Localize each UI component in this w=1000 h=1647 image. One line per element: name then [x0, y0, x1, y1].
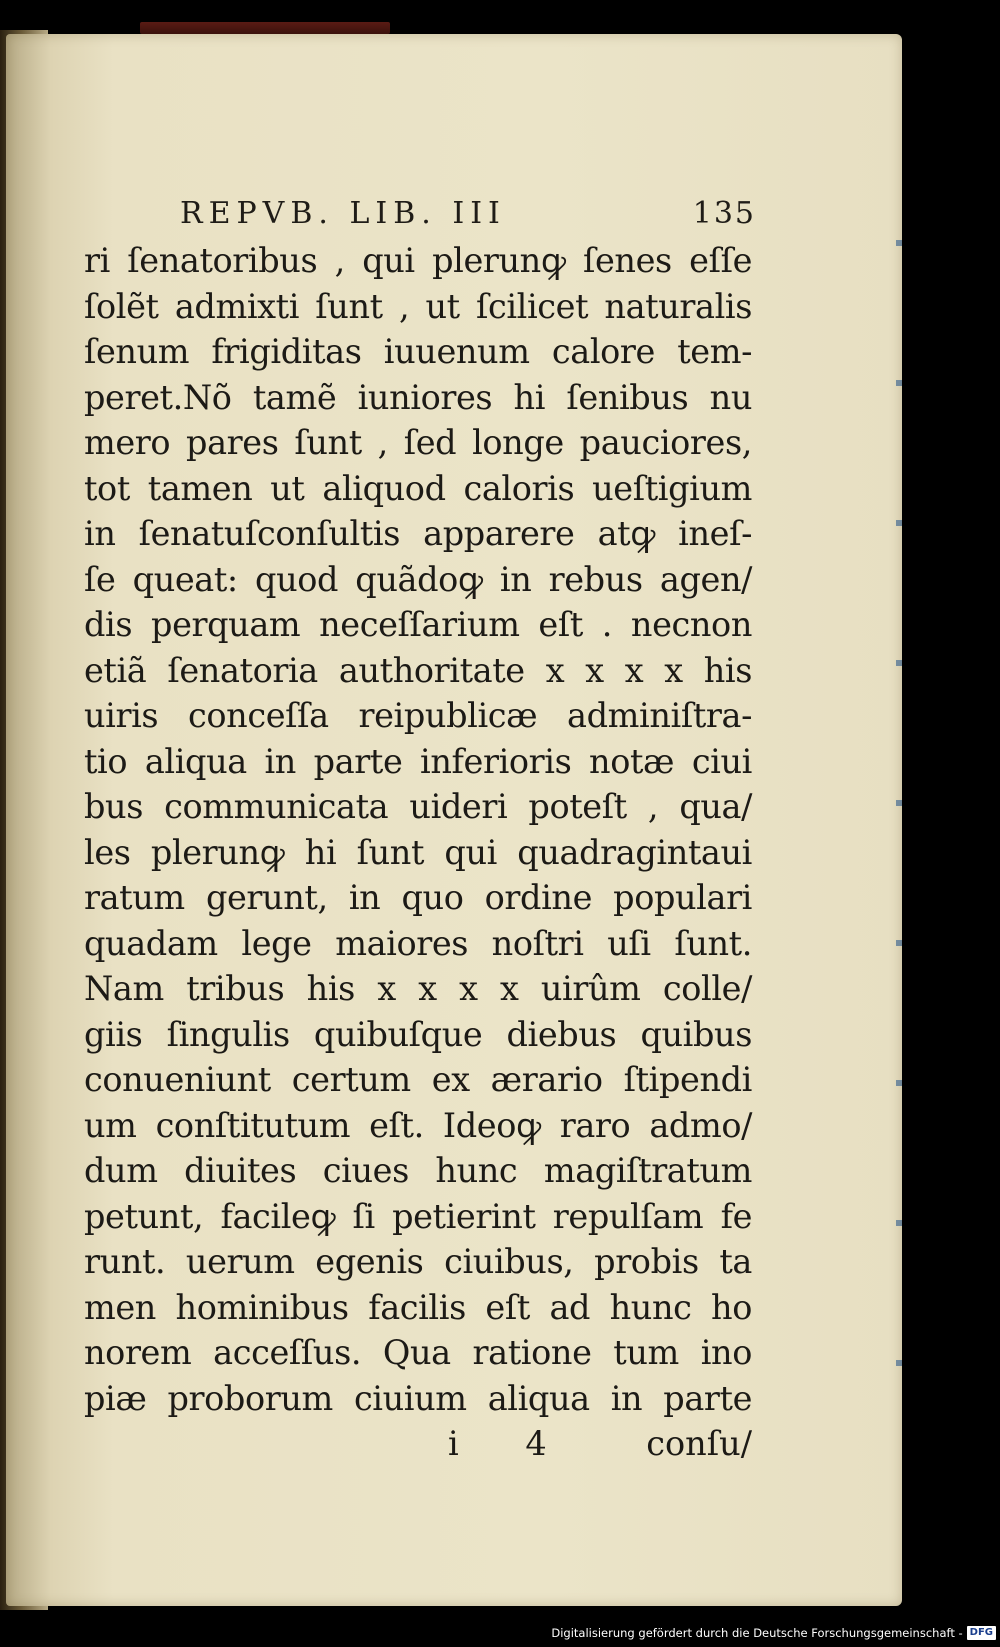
text-line: in ſenatuſconſultis apparere atꝙ ineſ-	[84, 514, 752, 553]
text-line: um conſtitutum eſt. Ideoꝙ raro admo/	[84, 1105, 752, 1145]
text-line: peret.Nõ tamẽ iuniores hi ſenibus nu	[84, 377, 752, 417]
text-line: dis perquam neceſſarium eſt . necnon	[84, 605, 752, 644]
text-line: ſe queat: quod quãdoꝙ in rebus agen/	[84, 559, 752, 599]
text-line: ſenum frigiditas iuuenum calore tem-	[84, 332, 752, 371]
text-line: piæ proborum ciuium aliqua in parte	[84, 1378, 752, 1418]
text-line: bus communicata uideri poteſt , qua/	[84, 787, 752, 826]
text-line: petunt, facileꝙ ſi petierint repulſam fe	[84, 1196, 752, 1236]
text-block	[84, 196, 756, 1467]
text-line: norem acceſſus. Qua ratione tum ino	[84, 1333, 752, 1372]
signature-mark: i 4	[448, 1424, 575, 1463]
text-line: dum diuites ciues hunc magiſtratum	[84, 1151, 752, 1190]
text-line: Nam tribus his x x x x uirûm colle/	[84, 969, 752, 1008]
body-text	[84, 238, 752, 1421]
digitization-credit	[551, 1623, 996, 1643]
text-line: tot tamen ut aliquod caloris ueſtigium	[84, 468, 752, 508]
text-line: ri ſenatoribus , qui plerunꝙ ſenes eſſe	[84, 241, 752, 280]
text-line: tio aliqua in parte inferioris notæ ciui	[84, 741, 752, 781]
text-line: mero pares ſunt , ſed longe pauciores,	[84, 423, 752, 462]
page-number: 135	[692, 196, 756, 231]
text-line: conueniunt certum ex ærario ſtipendi	[84, 1060, 752, 1099]
text-line: les plerunꝙ hi ſunt qui quadragintaui	[84, 832, 752, 872]
text-line: men hominibus facilis eſt ad hunc ho	[84, 1287, 752, 1327]
page-edge-marks	[896, 180, 902, 1480]
book-page	[6, 34, 902, 1606]
text-line: uiris conceſſa reipublicæ adminiſtra-	[84, 696, 752, 735]
text-line: runt. uerum egenis ciuibus, probis ta	[84, 1242, 752, 1281]
text-line: quadam lege maiores noſtri uſi ſunt.	[84, 923, 752, 963]
catchword: conſu/	[646, 1424, 752, 1463]
book-top-edge	[140, 22, 390, 34]
running-head	[84, 196, 756, 238]
text-line: etiã ſenatoria authoritate x x x x his	[84, 650, 752, 690]
running-head-title: REPVB. LIB. III	[180, 196, 506, 231]
credit-text: Digitalisierung gefördert durch die Deutsche Forschungsgemeinschaft -	[551, 1626, 963, 1640]
catchline	[84, 1421, 752, 1467]
text-line: ratum gerunt, in quo ordine populari	[84, 878, 752, 917]
text-line: giis ſingulis quibuſque diebus quibus	[84, 1014, 752, 1054]
dfg-logo: DFG	[967, 1626, 996, 1640]
text-line: ſolẽt admixti ſunt , ut ſcilicet naturalis	[84, 286, 752, 326]
